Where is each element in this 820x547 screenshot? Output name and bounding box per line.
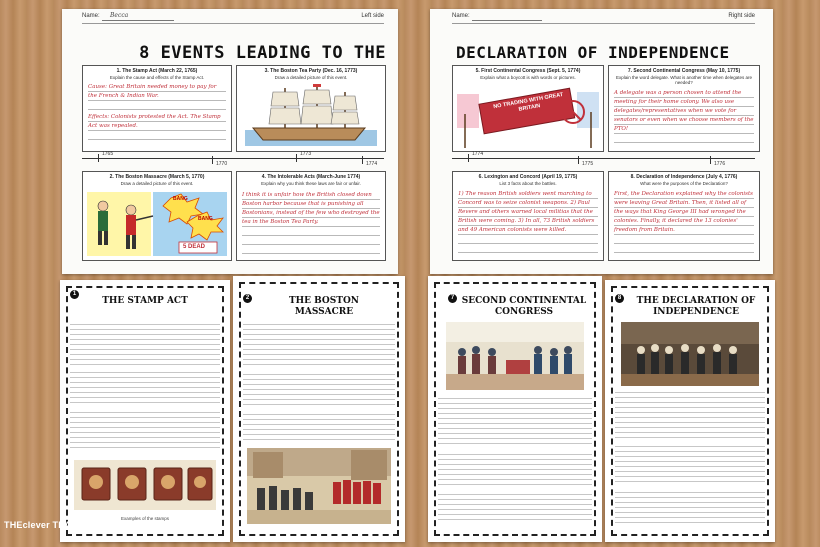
- boston-tea-party-box-title: 3. The Boston Tea Party (Dec. 16, 1773): [264, 68, 358, 74]
- year-1775: 1775: [582, 161, 594, 167]
- stamp-act-box-prompt: Explain the cause and effects of the Stamp Act.: [109, 75, 205, 80]
- ship-drawing: [245, 84, 377, 146]
- timeline-tick: [468, 154, 469, 162]
- boston-massacre-box-prompt: Draw a detailed picture of this event.: [120, 181, 194, 186]
- year-1770: 1770: [216, 161, 228, 167]
- delegate-answer: A delegate was a person chosen to attend the meeting for their home colony. We also use delegates/representatives when we vote for senators or even when we choose members of the PTO!: [614, 89, 754, 147]
- declaration-box: [608, 171, 760, 261]
- boston-massacre-card: [233, 276, 405, 542]
- lexington-concord-box-title: 6. Lexington and Concord (April 19, 1775): [478, 174, 578, 180]
- boycott-sign-text: NO TRADING WITH GREAT BRITAIN: [492, 91, 564, 113]
- second-congress-box-prompt: Explain the word delegate. What is another time when delegates are needed?: [615, 75, 753, 85]
- lexington-facts-answer: 1) The reason British soldiers went marching to Concord was to seize colonist weapons. 2) Paul Revere and others warned local militias that the British were coming. 3) In all, 73 British soldiers and 49 American colonists were killed.: [458, 190, 598, 256]
- massacre-drawing: [87, 192, 227, 256]
- name-value: Becca: [110, 12, 129, 19]
- card-number-badge: 8: [615, 294, 624, 303]
- boston-tea-party-box: [236, 65, 386, 152]
- timeline-tick: [578, 156, 579, 164]
- card-paragraph: [243, 414, 395, 442]
- card-paragraph: [615, 492, 765, 526]
- card-paragraph: [438, 454, 592, 488]
- stamps-caption: Examples of the stamps: [120, 516, 170, 521]
- right-worksheet: [430, 9, 773, 274]
- stamp-act-box-title: 1. The Stamp Act (March 22, 1765): [116, 68, 198, 74]
- stamp-act-card: [60, 280, 230, 542]
- clever-teacher-logo: THEclever TEACHER: [4, 520, 98, 530]
- boston-massacre-box-title: 2. The Boston Massacre (March 5, 1770): [109, 174, 205, 180]
- card-title: THE BOSTON MASSACRE: [288, 296, 360, 317]
- card-number-badge: 7: [448, 294, 457, 303]
- card-number-badge: 2: [243, 294, 252, 303]
- side-label: Left side: [361, 13, 384, 19]
- card-paragraph: [243, 374, 395, 408]
- name-label: Name:: [452, 13, 470, 19]
- declaration-box-title: 8. Declaration of Independence (July 4, 1776): [630, 174, 738, 180]
- intolerable-acts-box: [236, 171, 386, 261]
- bang-sign-2: BANG: [198, 216, 213, 222]
- card-paragraph: [438, 494, 592, 524]
- declaration-of-independence-card: [605, 280, 775, 542]
- card-paragraph: [70, 372, 220, 406]
- name-underline: [102, 20, 174, 21]
- card-number-badge: 1: [70, 290, 79, 299]
- second-continental-congress-box: [608, 65, 760, 152]
- card-paragraph: [615, 392, 765, 440]
- stamp-act-effects-answer: Effects: Colonists protested the Act. The Stamp Act was repealed.: [88, 113, 226, 141]
- worksheet-title-right: DECLARATION OF INDEPENDENCE: [456, 43, 730, 62]
- card-paragraph: [70, 412, 220, 452]
- second-continental-congress-card: [428, 276, 602, 542]
- timeline-tick: [212, 156, 213, 164]
- year-1776: 1776: [714, 161, 726, 167]
- stamp-act-cause-answer: Cause: Great Britain needed money to pay for the French & Indian War.: [88, 83, 226, 111]
- five-dead-sign: 5 DEAD: [183, 244, 206, 250]
- boston-massacre-box: [82, 171, 232, 261]
- first-continental-congress-box: [452, 65, 604, 152]
- year-1774: 1774: [366, 161, 378, 167]
- congress-painting: [446, 322, 584, 390]
- name-label: Name:: [82, 13, 100, 19]
- worksheet-title-left: 8 EVENTS LEADING TO THE: [139, 43, 386, 63]
- intolerable-acts-box-title: 4. The Intolerable Acts (March-June 1774): [261, 174, 361, 180]
- intolerable-acts-box-prompt: Explain why you think these laws are fair or unfair.: [261, 181, 361, 186]
- timeline-tick: [710, 156, 711, 164]
- card-title: SECOND CONTINENTAL CONGRESS: [461, 296, 587, 317]
- first-congress-box-title: 5. First Continental Congress (Sept. 5, 1774): [475, 68, 581, 74]
- timeline-tick: [296, 154, 297, 162]
- card-title: THE DECLARATION OF INDEPENDENCE: [636, 296, 756, 317]
- boycott-drawing: [457, 84, 599, 148]
- lexington-concord-box-prompt: List 3 facts about the battles.: [499, 181, 557, 186]
- timeline-tick: [98, 154, 99, 162]
- card-title: THE STAMP ACT: [102, 296, 188, 306]
- lexington-concord-box: [452, 171, 604, 261]
- boston-massacre-engraving: [247, 448, 391, 524]
- header-rule: [82, 23, 384, 24]
- card-paragraph: [243, 324, 395, 368]
- stamp-act-box: [82, 65, 232, 152]
- bang-sign-1: BANG: [173, 196, 188, 202]
- side-label: Right side: [728, 13, 755, 19]
- timeline-left: [82, 158, 384, 159]
- first-congress-box-prompt: Explain what a boycott is with words or pictures.: [480, 75, 576, 80]
- year-1765: 1765: [102, 151, 114, 157]
- declaration-box-prompt: What were the purposes of the Declaration?: [640, 181, 728, 186]
- boston-tea-party-box-prompt: Draw a detailed picture of this event.: [274, 75, 348, 80]
- year-1774: 1774: [472, 151, 484, 157]
- name-underline: [472, 20, 542, 21]
- declaration-purposes-answer: First, the Declaration explained why the colonists were leaving Great Britain. Then, it listed all of the ways that King George III had wronged the colonies. Finally, it declared the 13 colonies' freedom from Britain.: [614, 190, 754, 256]
- declaration-painting: [621, 322, 759, 386]
- card-paragraph: [70, 324, 220, 366]
- card-paragraph: [615, 446, 765, 486]
- stamps-image: [74, 460, 216, 510]
- header-rule: [452, 23, 755, 24]
- timeline-tick: [362, 156, 363, 164]
- left-worksheet: [62, 9, 398, 274]
- year-1773: 1773: [300, 151, 312, 157]
- intolerable-acts-answer: I think it is unfair how the British closed down Boston harbor because that is punishing all Bostonians, instead of the few who destroyed the tea in the Boston Tea Party.: [242, 191, 380, 255]
- card-paragraph: [438, 398, 592, 448]
- second-congress-box-title: 7. Second Continental Congress (May 10, 1775): [627, 68, 741, 74]
